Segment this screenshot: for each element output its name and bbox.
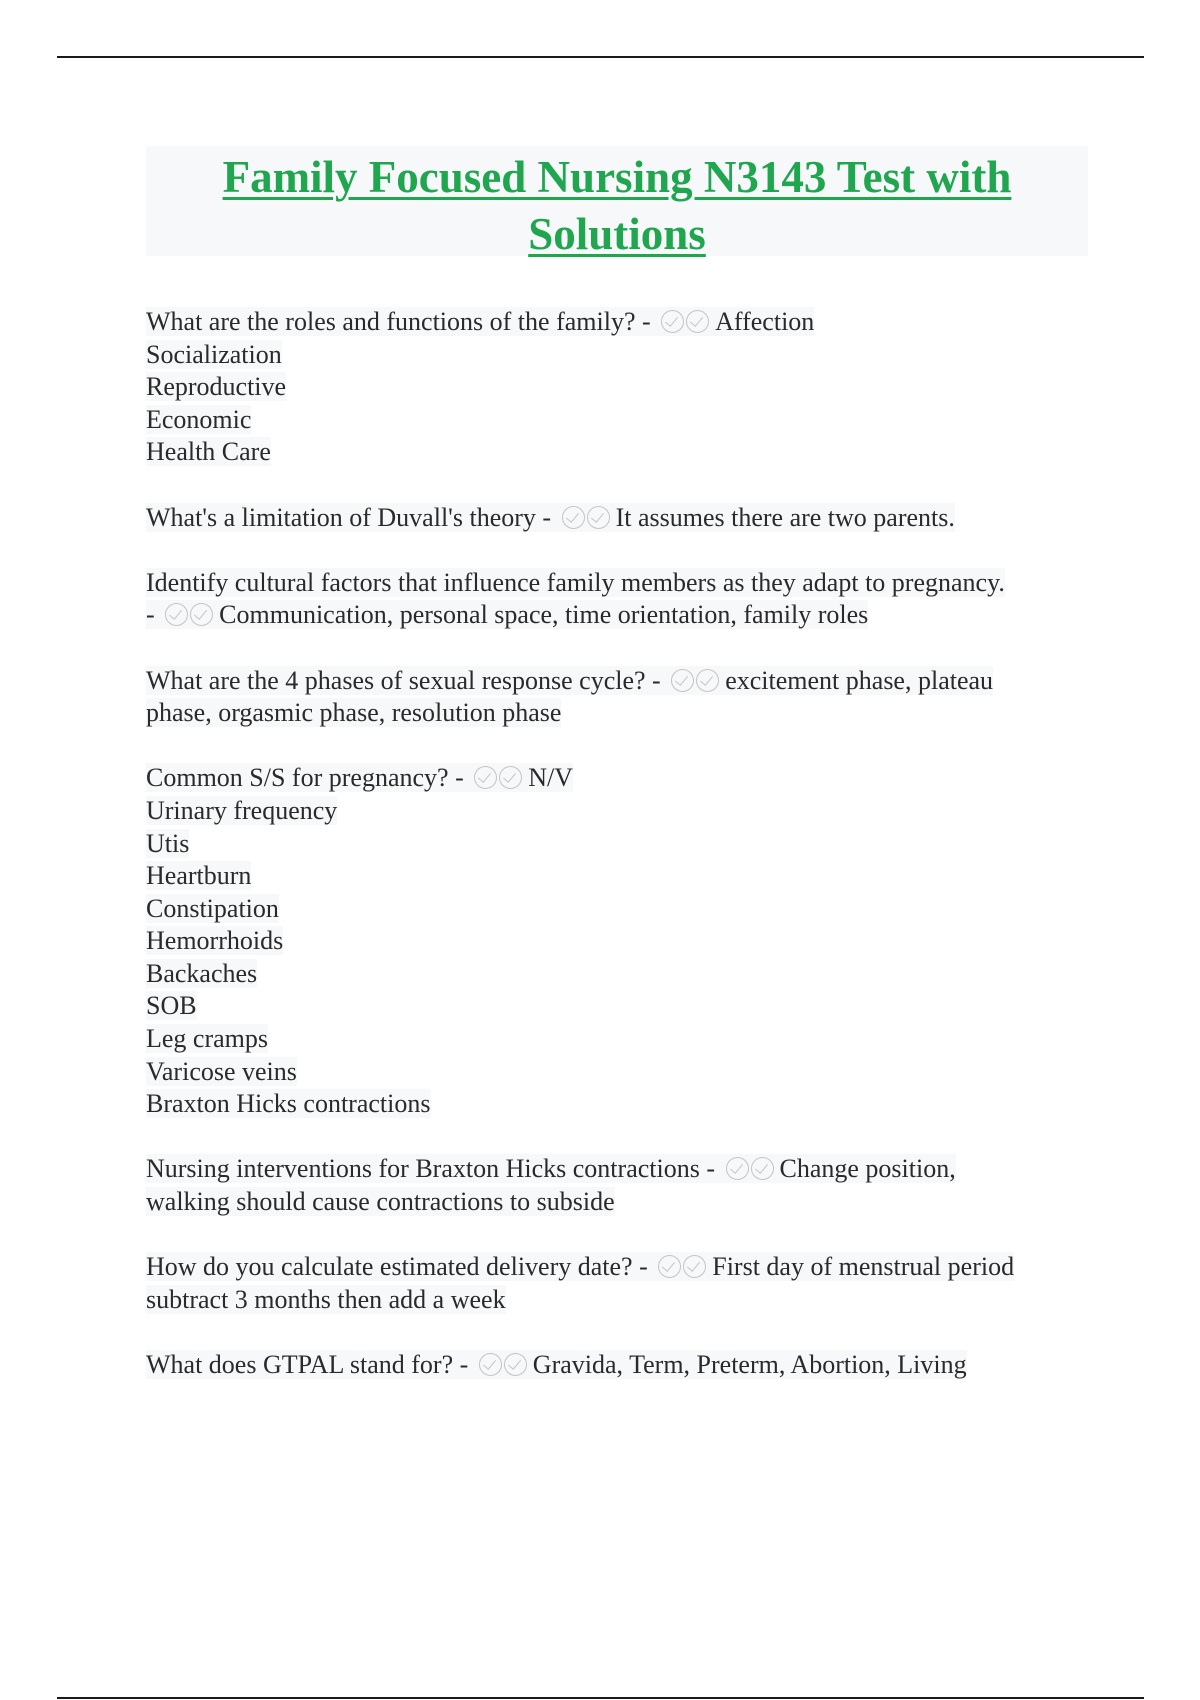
qa-item (146, 1251, 1096, 1316)
check-marks (661, 306, 711, 339)
check-marks (474, 762, 524, 795)
question-text: Common S/S for pregnancy? - (146, 763, 471, 793)
qa-first-line (146, 1251, 1096, 1284)
question-text: What's a limitation of Duvall's theory - (146, 502, 558, 532)
answer-line: Economic (146, 404, 252, 434)
checkmark-icon (165, 603, 188, 626)
answer-line: Communication, personal space, time orientation, family roles (219, 600, 869, 630)
answer-line: Affection (715, 307, 815, 336)
checkmark-icon (671, 669, 694, 692)
qa-item (146, 306, 1096, 469)
qa-item (146, 762, 1096, 1121)
checkmark-icon (696, 669, 719, 692)
check-marks (562, 502, 612, 535)
check-marks (658, 1251, 708, 1284)
answer-line: N/V (528, 763, 574, 793)
answer-line: Reproductive (146, 372, 287, 402)
answer-line: Utis (146, 828, 190, 858)
answer-line: Hemorrhoids (146, 926, 284, 956)
answer-line: It assumes there are two parents. (615, 502, 955, 532)
qa-first-line (146, 502, 1096, 535)
check-marks (165, 599, 215, 632)
check-marks (479, 1349, 529, 1382)
checkmark-icon (726, 1157, 749, 1180)
check-marks (671, 665, 721, 698)
question-text: Identify cultural factors that influence family members as they adapt to pregnancy. (146, 567, 1005, 597)
answer-line: Gravida, Term, Preterm, Abortion, Living (532, 1350, 967, 1379)
question-text: What are the 4 phases of sexual response cycle? - (146, 665, 668, 695)
qa-first-line (146, 762, 1096, 795)
answer-line: Leg cramps (146, 1024, 269, 1054)
checkmark-icon (504, 1353, 527, 1376)
answer-line: Socialization (146, 339, 282, 369)
checkmark-icon (683, 1255, 706, 1278)
qa-first-line (146, 567, 1096, 600)
title-box (146, 146, 1088, 259)
answer-line: First day of menstrual period (712, 1252, 1015, 1282)
answer-line: Constipation (146, 893, 279, 923)
answer-line: Health Care (146, 437, 271, 467)
page-bottom-rule (57, 1697, 1144, 1699)
qa-first-line (146, 1153, 1096, 1186)
answer-line: excitement phase, plateau (725, 665, 994, 695)
question-text: Nursing interventions for Braxton Hicks contractions - (146, 1154, 722, 1184)
qa-content (146, 306, 1096, 1414)
document-title: Family Focused Nursing N3143 Test with Solutions (222, 152, 1012, 259)
answer-line: Backaches (146, 958, 258, 988)
checkmark-icon (587, 506, 610, 529)
qa-first-line (146, 1349, 1096, 1382)
qa-item (146, 1349, 1096, 1382)
question-text: What are the roles and functions of the family? - (146, 307, 658, 336)
checkmark-icon (190, 603, 213, 626)
answer-line: walking should cause contractions to subside (146, 1187, 615, 1217)
checkmark-icon (499, 766, 522, 789)
answer-line: Braxton Hicks contractions (146, 1089, 431, 1119)
answer-line: Heartburn (146, 861, 252, 891)
answer-line: SOB (146, 991, 197, 1021)
qa-first-line (146, 306, 1096, 339)
check-marks (726, 1153, 776, 1186)
checkmark-icon (474, 766, 497, 789)
answer-line: Change position, (779, 1154, 956, 1184)
qa-item (146, 1153, 1096, 1218)
question-tail: - (146, 600, 162, 630)
checkmark-icon (658, 1255, 681, 1278)
checkmark-icon (751, 1157, 774, 1180)
question-text: What does GTPAL stand for? - (146, 1350, 475, 1379)
answer-line: Urinary frequency (146, 795, 338, 825)
checkmark-icon (479, 1353, 502, 1376)
qa-item (146, 502, 1096, 535)
qa-first-line (146, 665, 1096, 698)
answer-line: Varicose veins (146, 1056, 297, 1086)
answer-line: subtract 3 months then add a week (146, 1284, 506, 1314)
question-text: How do you calculate estimated delivery date? - (146, 1252, 655, 1282)
answer-line: phase, orgasmic phase, resolution phase (146, 698, 562, 728)
qa-item (146, 665, 1096, 730)
checkmark-icon (686, 310, 709, 333)
checkmark-icon (562, 506, 585, 529)
qa-item (146, 567, 1096, 632)
checkmark-icon (661, 310, 684, 333)
page-top-rule (57, 56, 1144, 58)
